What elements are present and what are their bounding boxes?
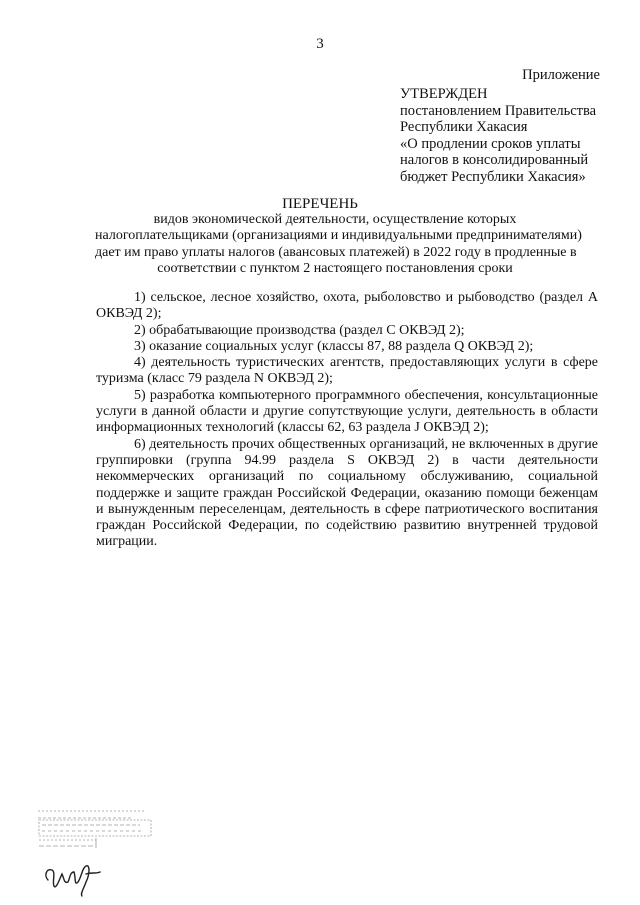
registration-stamp <box>36 808 154 856</box>
page-number: 3 <box>316 36 324 52</box>
subtitle-line: дает им право уплаты налогов (авансовых платежей) в 2022 году в продленные в <box>95 244 577 260</box>
list-item: 2) обрабатывающие производства (раздел C ОКВЭД 2); <box>134 322 465 338</box>
approval-line: «О продлении сроков уплаты <box>400 135 581 152</box>
list-item: 3) оказание социальных услуг (классы 87, 88 раздела Q ОКВЭД 2); <box>134 338 534 354</box>
approval-line: налогов в консолидированный <box>400 152 589 168</box>
document-title: ПЕРЕЧЕНЬ <box>282 196 358 212</box>
approval-line: Республики Хакасия <box>400 119 528 135</box>
approval-line: бюджет Республики Хакасия» <box>400 168 586 185</box>
appendix-label: Приложение <box>522 67 600 83</box>
handwritten-signature <box>40 852 110 897</box>
subtitle-line: видов экономической деятельности, осуществление которых <box>153 212 517 227</box>
subtitle-line: соответствии с пунктом 2 настоящего постановления сроки <box>157 260 513 276</box>
approval-line: постановлением Правительства <box>400 102 597 119</box>
approval-block <box>400 86 620 185</box>
list-item: 5) разработка компьютерного программного обеспечения, консультационные услуги в данной области и другие сопутствующие услуги, деятельность в области информационных технологий (классы 62, 63 раздела J ОКВЭД 2); <box>96 387 598 436</box>
list-item: 1) сельское, лесное хозяйство, охота, рыболовство и рыбоводство (раздел A ОКВЭД 2); <box>96 290 598 322</box>
list-item: 6) деятельность прочих общественных организаций, не включенных в другие группировки (группа 94.99 раздела S ОКВЭД 2) в части деятельности некоммерческих организаций по социальному обслуживанию, социальной поддержке и защите граждан Российской Федерации, оказанию помощи беженцам и вынужденным переселенцам, деятельность в сфере патриотического воспитания граждан Российской Федерации, по содействию развитию внутренней трудовой миграции. <box>96 436 598 550</box>
approval-heading: УТВЕРЖДЕН <box>400 86 488 102</box>
subtitle-line: налогоплательщиками (организациями и индивидуальными предпринимателями) <box>95 228 582 244</box>
document-subtitle <box>95 212 582 277</box>
activity-list <box>96 290 598 551</box>
list-item: 4) деятельность туристических агентств, предоставляющих услуги в сфере туризма (класс 79 раздела N ОКВЭД 2); <box>96 355 598 387</box>
